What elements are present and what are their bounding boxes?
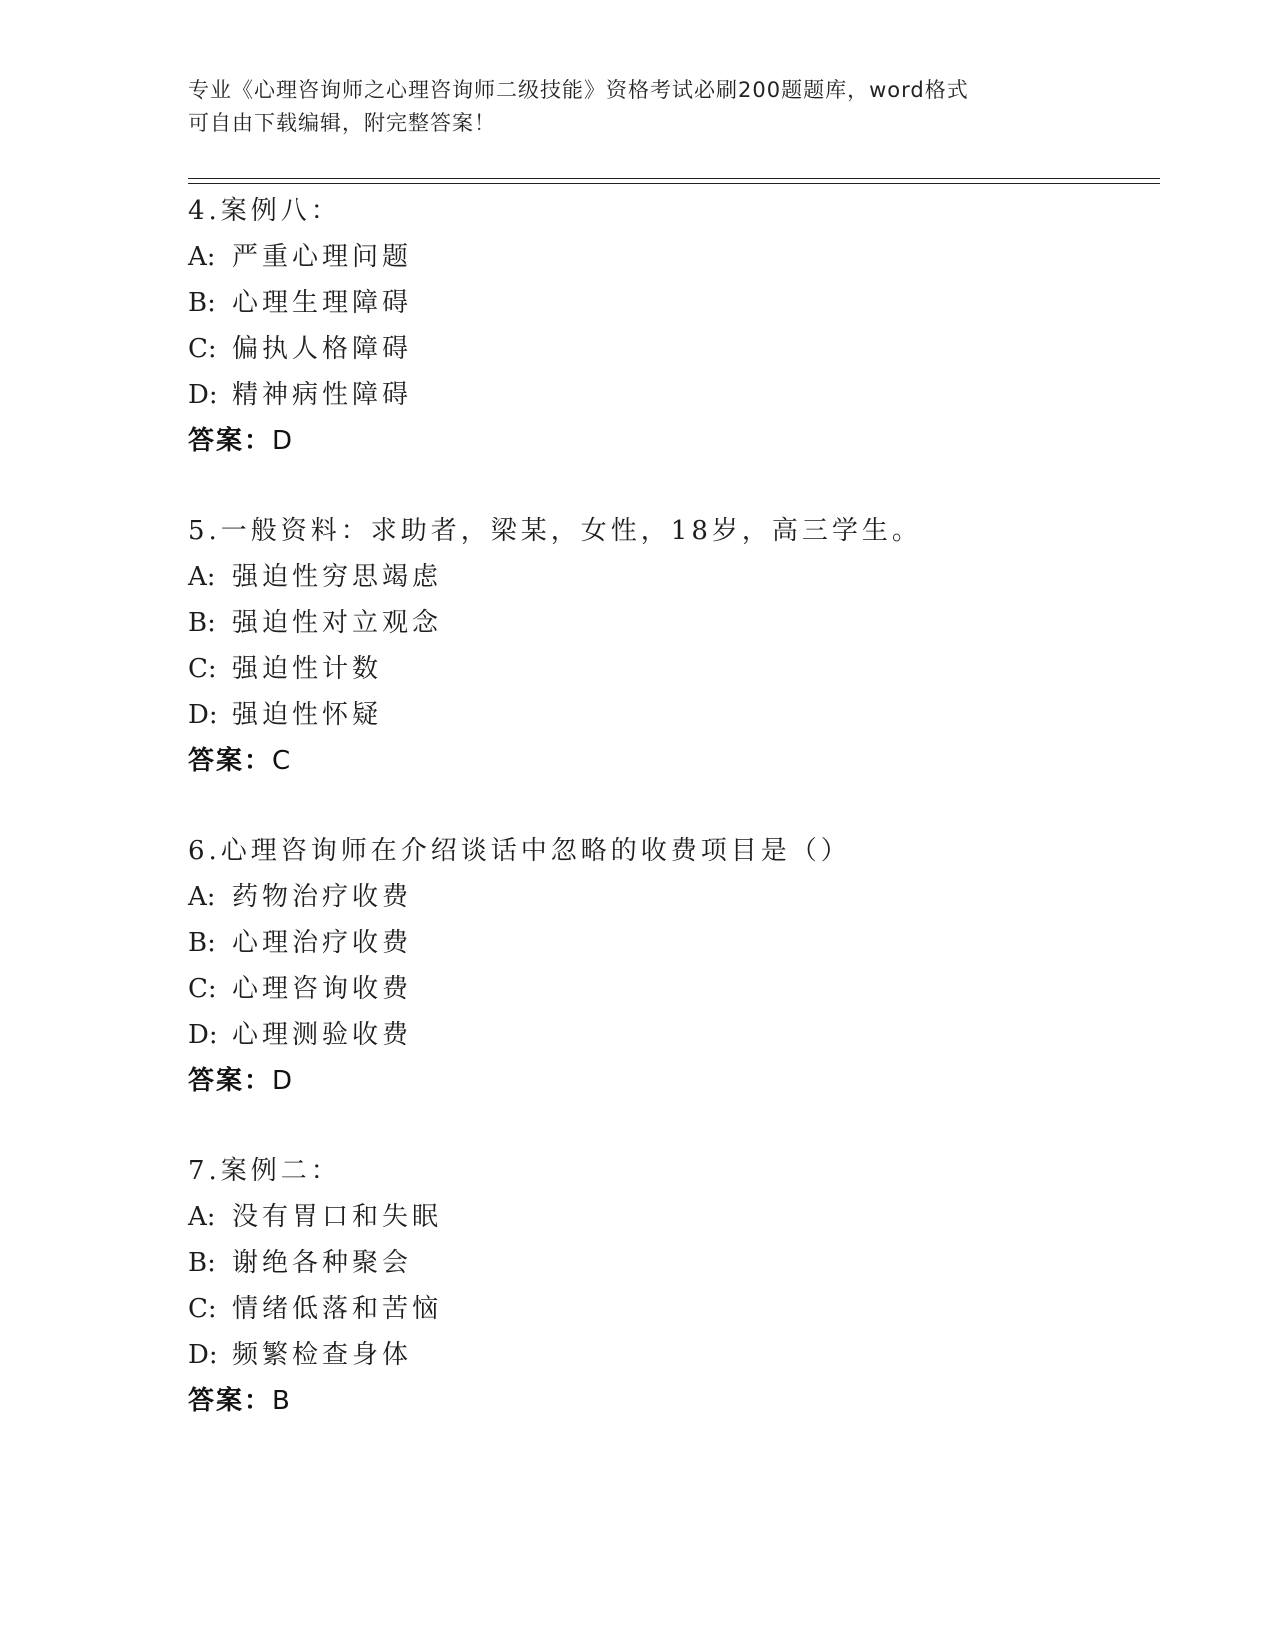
option-letter: C: — [188, 974, 217, 1004]
option-c — [188, 646, 1148, 692]
option-letter: D: — [188, 380, 218, 410]
option-a — [188, 874, 1148, 920]
option-text: 谢绝各种聚会 — [232, 1248, 413, 1278]
option-text: 精神病性障碍 — [232, 380, 413, 410]
answer-line — [188, 1058, 1148, 1104]
question-list — [188, 188, 1148, 1424]
answer-value: B — [272, 1386, 290, 1416]
answer-value: D — [272, 1066, 293, 1096]
option-letter: D: — [188, 700, 218, 730]
option-text: 心理生理障碍 — [232, 288, 413, 318]
option-letter: A: — [188, 1202, 216, 1232]
answer-value: D — [272, 426, 293, 456]
option-text: 没有胃口和失眠 — [232, 1202, 443, 1232]
option-letter: C: — [188, 334, 217, 364]
answer-label: 答案： — [188, 746, 273, 776]
question-stem: 7.案例二： — [188, 1156, 341, 1186]
question-item — [188, 188, 1148, 464]
question-stem: 5.一般资料：求助者，梁某，女性，18岁，高三学生。 — [188, 516, 922, 546]
option-a — [188, 554, 1148, 600]
option-text: 强迫性怀疑 — [232, 700, 383, 730]
option-text: 心理咨询收费 — [232, 974, 413, 1004]
header-line-1: 专业《心理咨询师之心理咨询师二级技能》资格考试必刷200题题库，word格式 — [188, 78, 969, 102]
answer-line — [188, 738, 1148, 784]
option-text: 强迫性穷思竭虑 — [232, 562, 443, 592]
answer-label: 答案： — [188, 426, 273, 456]
option-letter: B: — [188, 928, 216, 958]
option-a — [188, 234, 1148, 280]
option-letter: D: — [188, 1340, 218, 1370]
option-d — [188, 1332, 1148, 1378]
option-text: 强迫性计数 — [232, 654, 383, 684]
option-d — [188, 372, 1148, 418]
option-b — [188, 280, 1148, 326]
option-b — [188, 600, 1148, 646]
option-b — [188, 920, 1148, 966]
option-letter: A: — [188, 242, 216, 272]
answer-line — [188, 1378, 1148, 1424]
option-letter: A: — [188, 882, 216, 912]
option-letter: D: — [188, 1020, 218, 1050]
header-divider-top — [188, 178, 1160, 179]
option-letter: C: — [188, 654, 217, 684]
option-letter: B: — [188, 288, 216, 318]
option-text: 强迫性对立观念 — [232, 608, 443, 638]
answer-value: C — [272, 746, 291, 776]
option-text: 心理治疗收费 — [232, 928, 413, 958]
question-item — [188, 1148, 1148, 1424]
option-text: 严重心理问题 — [232, 242, 413, 272]
question-item — [188, 828, 1148, 1104]
answer-label: 答案： — [188, 1386, 273, 1416]
document-header — [188, 74, 1088, 140]
option-d — [188, 1012, 1148, 1058]
option-a — [188, 1194, 1148, 1240]
option-c — [188, 326, 1148, 372]
option-letter: B: — [188, 608, 216, 638]
option-c — [188, 1286, 1148, 1332]
option-text: 频繁检查身体 — [232, 1340, 413, 1370]
answer-label: 答案： — [188, 1066, 273, 1096]
question-item — [188, 508, 1148, 784]
option-letter: A: — [188, 562, 216, 592]
answer-line — [188, 418, 1148, 464]
question-stem: 6.心理咨询师在介绍谈话中忽略的收费项目是（） — [188, 836, 851, 866]
header-line-2: 可自由下载编辑，附完整答案！ — [188, 111, 496, 135]
option-c — [188, 966, 1148, 1012]
option-text: 心理测验收费 — [232, 1020, 413, 1050]
option-letter: B: — [188, 1248, 216, 1278]
question-stem: 4.案例八： — [188, 196, 341, 226]
header-divider-bottom — [188, 183, 1160, 184]
option-d — [188, 692, 1148, 738]
option-text: 情绪低落和苦恼 — [232, 1294, 443, 1324]
option-letter: C: — [188, 1294, 217, 1324]
option-b — [188, 1240, 1148, 1286]
option-text: 药物治疗收费 — [232, 882, 413, 912]
option-text: 偏执人格障碍 — [232, 334, 413, 364]
